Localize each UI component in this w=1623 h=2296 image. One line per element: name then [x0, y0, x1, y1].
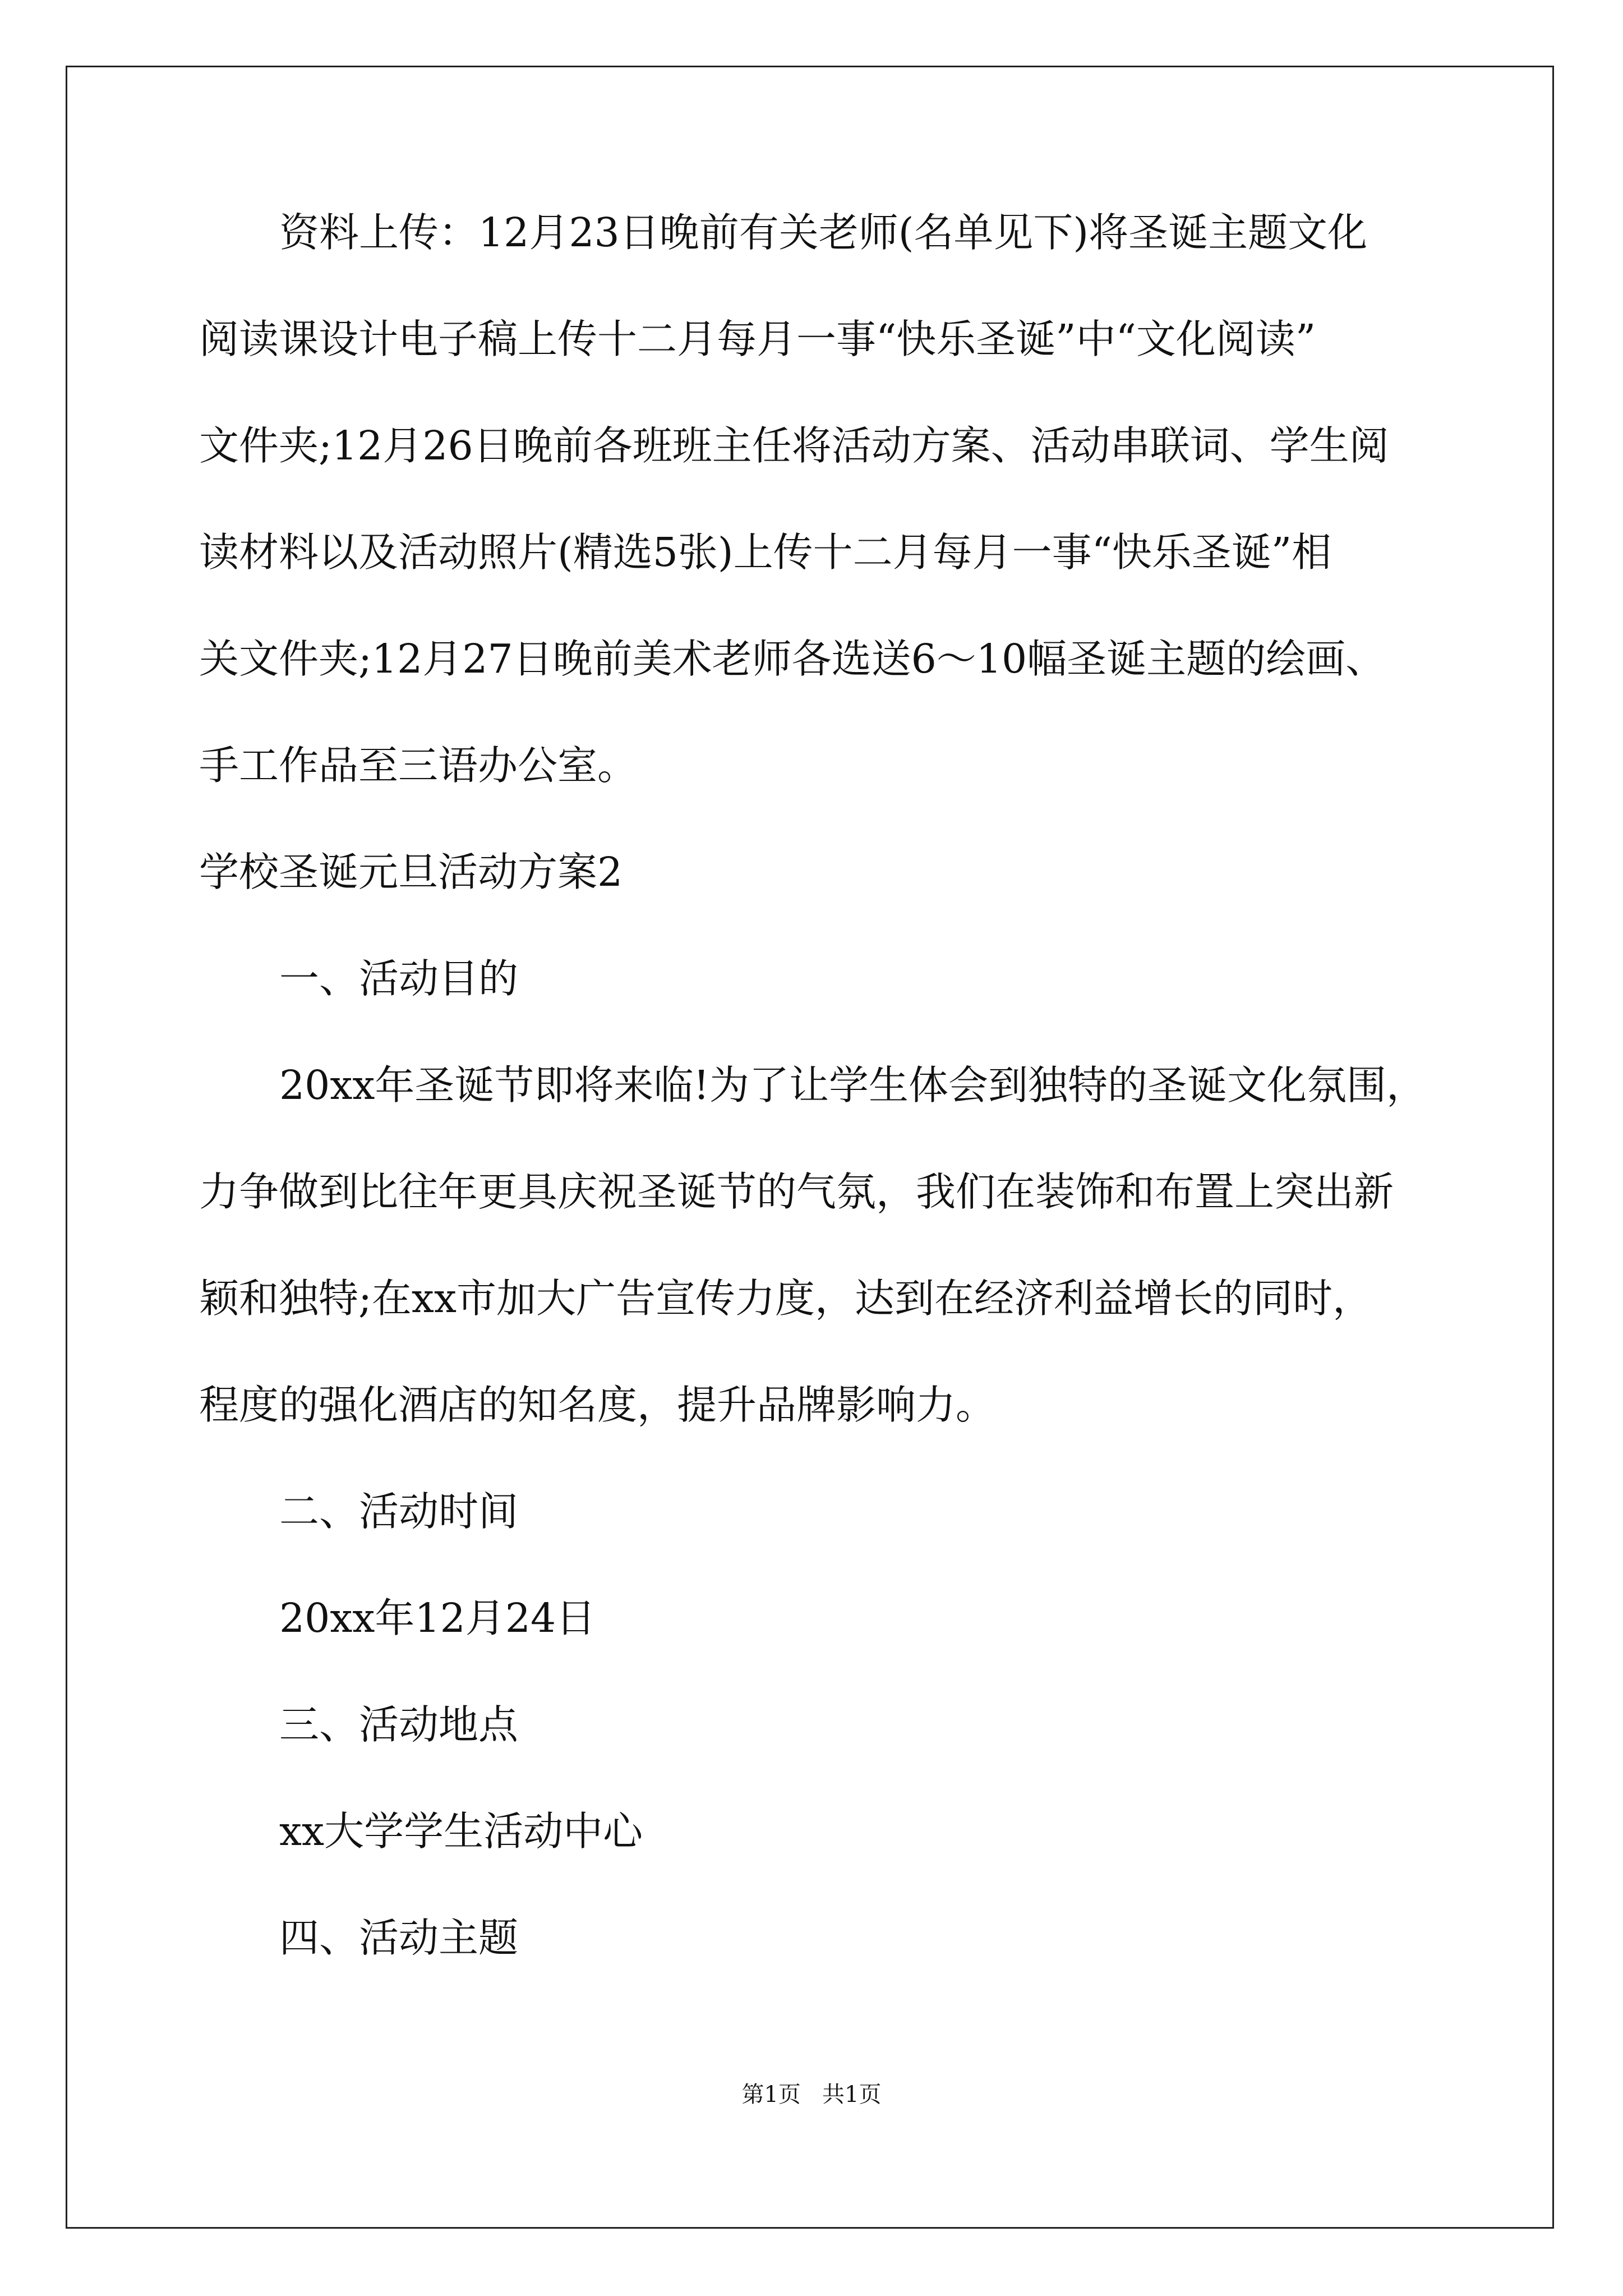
page-border [66, 66, 1554, 2229]
text-line: xx大学学生活动中心 [279, 1808, 643, 1855]
text-line: 程度的强化酒店的知名度，提升品牌影响力。 [199, 1382, 996, 1428]
text-line: 20xx年12月24日 [279, 1595, 596, 1641]
section-heading: 四、活动主题 [279, 1915, 519, 1961]
section-title: 学校圣诞元旦活动方案2 [199, 849, 623, 895]
text-line: 读材料以及活动照片(精选5张)上传十二月每月一事“快乐圣诞”相 [199, 529, 1332, 576]
page-footer: 第1页 共1页 [741, 2082, 882, 2108]
section-heading: 三、活动地点 [279, 1701, 519, 1748]
text-line: 力争做到比往年更具庆祝圣诞节的气氛，我们在装饰和布置上突出新 [199, 1168, 1394, 1215]
text-line: 颖和独特;在xx市加大广告宣传力度，达到在经济利益增长的同时， [199, 1275, 1373, 1322]
text-line: 20xx年圣诞节即将来临!为了让学生体会到独特的圣诞文化氛围， [279, 1062, 1426, 1108]
text-line: 关文件夹;12月27日晚前美术老师各选送6～10幅圣诞主题的绘画、 [199, 636, 1386, 682]
text-line: 文件夹;12月26日晚前各班班主任将活动方案、活动串联词、学生阅 [199, 422, 1389, 469]
text-line: 资料上传：12月23日晚前有关老师(名单见下)将圣诞主题文化 [279, 209, 1368, 256]
text-line: 阅读课设计电子稿上传十二月每月一事“快乐圣诞”中“文化阅读” [199, 316, 1316, 362]
section-heading: 二、活动时间 [279, 1488, 519, 1535]
text-line: 手工作品至三语办公室。 [199, 742, 638, 789]
section-heading: 一、活动目的 [279, 955, 519, 1002]
